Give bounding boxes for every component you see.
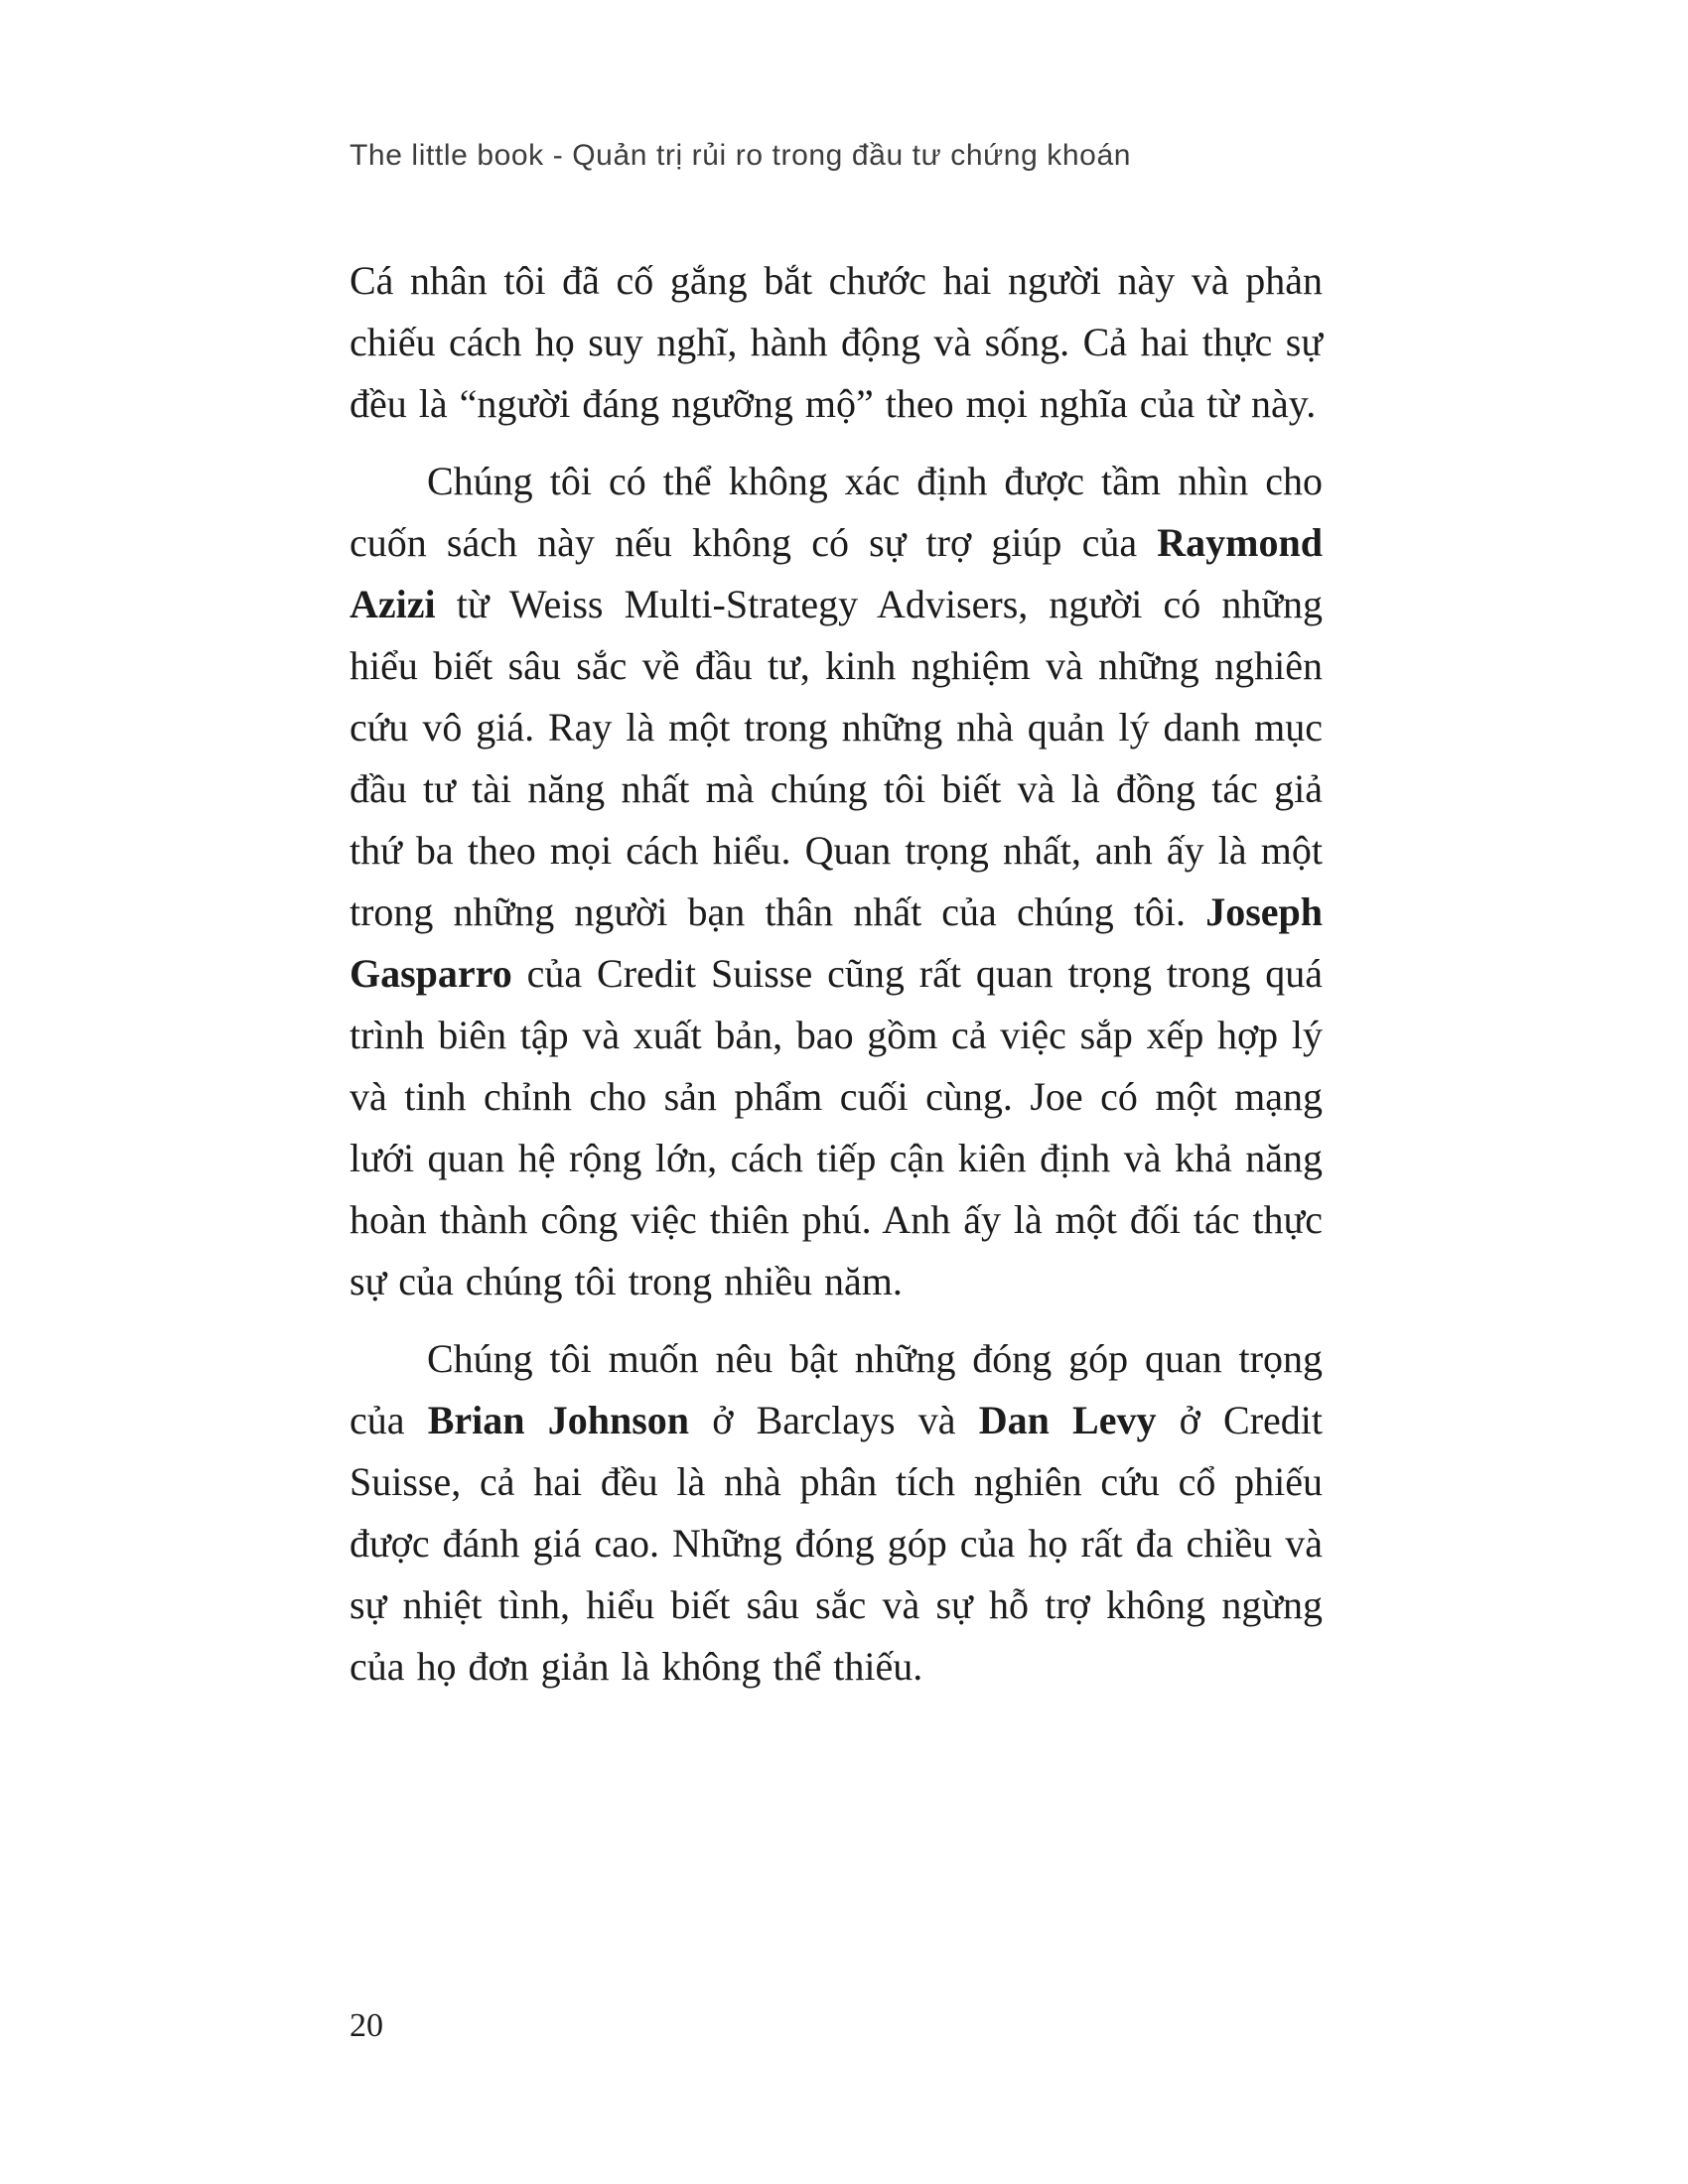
text-segment: Chúng tôi có thể không xác định được tầm nhìn cho cuốn sách này nếu không có sự trợ giúp của — [350, 459, 1323, 565]
page-body — [350, 250, 1323, 1713]
text-segment: Cá nhân tôi đã cố gắng bắt chước hai người này và phản chiếu cách họ suy nghĩ, hành động và sống. Cả hai thực sự đều là “người đáng ngưỡng mộ” theo mọi nghĩa của từ này. — [350, 258, 1323, 426]
text-segment: từ Weiss Multi-Strategy Advisers, người có những hiểu biết sâu sắc về đầu tư, kinh nghiệm và những nghiên cứu vô giá. Ray là một trong những nhà quản lý danh mục đầu tư tài năng nhất mà chúng tôi biết và là đồng tác giả thứ ba theo mọi cách hiểu. Quan trọng nhất, anh ấy là một trong những người bạn thân nhất của chúng tôi. — [350, 582, 1323, 934]
running-header: The little book - Quản trị rủi ro trong đầu tư chứng khoán — [350, 139, 1132, 172]
text-segment: ở Credit Suisse, cả hai đều là nhà phân tích nghiên cứu cổ phiếu được đánh giá cao. Những đóng góp của họ rất đa chiều và sự nhiệt tình, hiểu biết sâu sắc và sự hỗ trợ không ngừng của họ đơn giản là không thể thiếu. — [350, 1398, 1324, 1689]
bold-text-segment: Raymond Azizi — [350, 520, 1323, 626]
text-segment: ở Barclays và — [689, 1398, 979, 1442]
bold-text-segment: Brian Johnson — [427, 1398, 690, 1442]
paragraph — [350, 1328, 1323, 1698]
paragraph — [350, 451, 1323, 1312]
text-segment: Chúng tôi muốn nêu bật những đóng góp quan trọng của — [350, 1336, 1323, 1442]
bold-text-segment: Dan Levy — [978, 1398, 1157, 1442]
page-number: 20 — [350, 2007, 383, 2044]
bold-text-segment: Joseph Gasparro — [350, 889, 1323, 996]
text-segment: của Credit Suisse cũng rất quan trọng trong quá trình biên tập và xuất bản, bao gồm cả việc sắp xếp hợp lý và tinh chỉnh cho sản phẩm cuối cùng. Joe có một mạng lưới quan hệ rộng lớn, cách tiếp cận kiên định và khả năng hoàn thành công việc thiên phú. Anh ấy là một đối tác thực sự của chúng tôi trong nhiều năm. — [350, 951, 1323, 1303]
paragraph — [350, 250, 1323, 435]
